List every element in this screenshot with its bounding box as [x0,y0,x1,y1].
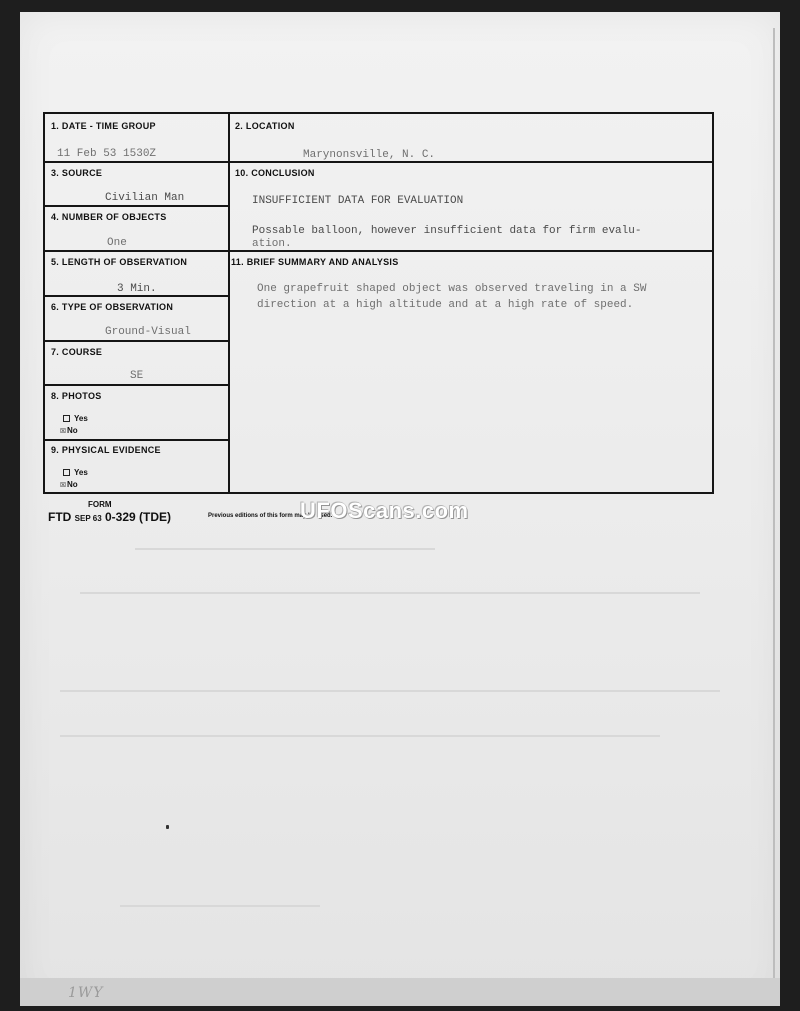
ink-speck [166,825,169,829]
photos-label: 8. PHOTOS [51,391,102,401]
page-bottom-band [20,978,780,1006]
physical-evidence-no-option [60,479,78,490]
form-prefix: FTD [48,510,72,524]
checkbox-checked-icon: ☒ [60,479,67,490]
type-of-observation-label: 6. TYPE OF OBSERVATION [51,302,174,312]
photos-no-label: No [67,426,78,435]
row-divider [45,295,229,297]
brief-summary-line1: One grapefruit shaped object was observed traveling in a SW [257,283,647,295]
conclusion-note-line2: ation. [252,238,292,250]
source-label: 3. SOURCE [51,168,103,178]
row-divider [45,340,229,342]
bleed-through-line [60,690,720,692]
conclusion-label: 10. CONCLUSION [235,168,315,178]
row-divider [45,250,712,252]
source-value: Civilian Man [105,192,185,204]
course-value: SE [130,370,144,382]
form-number: 0-329 (TDE) [105,510,172,524]
course-label: 7. COURSE [51,347,103,357]
photos-yes-option [63,414,88,423]
type-of-observation-value: Ground-Visual [105,326,191,338]
physical-evidence-label: 9. PHYSICAL EVIDENCE [51,445,161,455]
photos-no-option [60,425,78,436]
row-divider [45,161,712,163]
length-of-observation-label: 5. LENGTH OF OBSERVATION [51,257,188,267]
column-divider [228,114,230,492]
length-of-observation-value: 3 Min. [117,283,157,295]
date-time-group-value: 11 Feb 53 1530Z [57,148,157,160]
photos-yes-label: Yes [74,414,88,423]
brief-summary-label: 11. BRIEF SUMMARY AND ANALYSIS [231,257,399,267]
row-divider [45,439,229,441]
pencil-mark: 1WY [68,985,104,1001]
number-of-objects-label: 4. NUMBER OF OBJECTS [51,212,167,222]
checkbox-empty-icon [63,469,70,476]
number-of-objects-value: One [107,237,127,249]
form-identifier [48,510,171,524]
checkbox-checked-icon: ☒ [60,425,67,436]
page-edge [773,28,775,978]
location-label: 2. LOCATION [235,121,295,131]
bleed-through-line [120,905,320,907]
form-date: SEP 63 [74,514,102,523]
row-divider [45,205,229,207]
report-form [43,112,714,494]
location-value: Marynonsville, N. C. [303,149,436,161]
previous-editions-note: Previous editions of this form may be used. [208,513,333,519]
brief-summary-line2: direction at a high altitude and at a high rate of speed. [257,299,634,311]
conclusion-note-line1: Possable balloon, however insufficient data for firm evalu- [252,225,642,237]
bleed-through-line [60,735,660,737]
date-time-group-label: 1. DATE - TIME GROUP [51,121,156,131]
bleed-through-line [80,592,700,594]
physical-evidence-no-label: No [67,480,78,489]
row-divider [45,384,229,386]
checkbox-empty-icon [63,415,70,422]
watermark: UFOScans.com [300,498,469,523]
physical-evidence-yes-label: Yes [74,468,88,477]
conclusion-value: INSUFFICIENT DATA FOR EVALUATION [252,195,464,207]
physical-evidence-yes-option [63,468,88,477]
bleed-through-line [135,548,435,550]
form-word: FORM [88,500,112,509]
